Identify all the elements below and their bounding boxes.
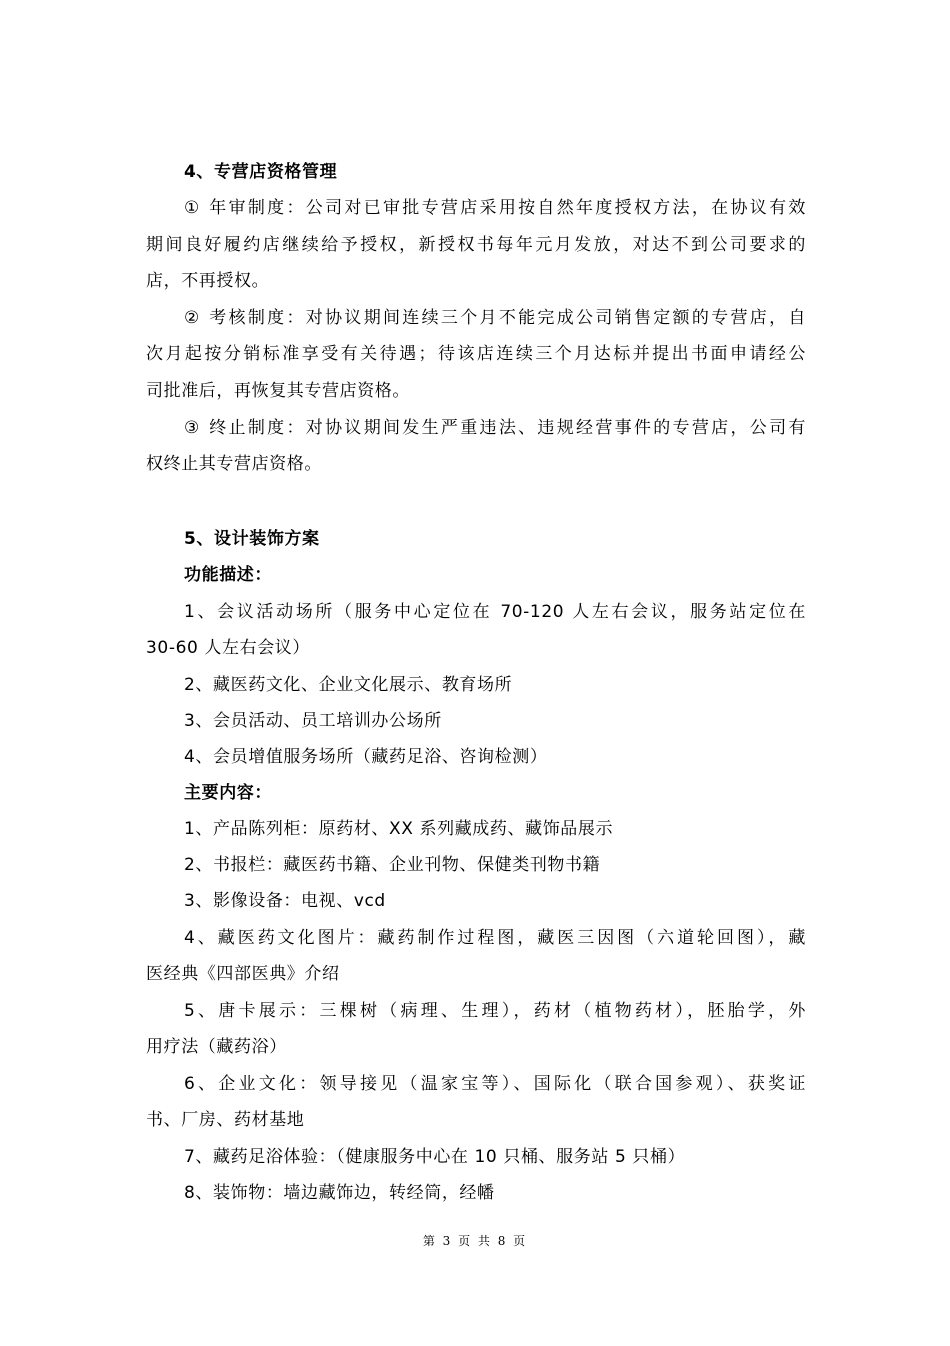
content-item-7: 7、藏药足浴体验：（健康服务中心在 10 只桶、服务站 5 只桶） — [184, 1147, 686, 1167]
paragraph-termination-line-2: 权终止其专营店资格。 — [146, 454, 322, 474]
paragraph-assessment-line-3: 司批准后，再恢复其专营店资格。 — [146, 381, 410, 401]
content-item-6-line-1: 6、企业文化：领导接见（温家宝等）、国际化（联合国参观）、获奖证 — [184, 1074, 806, 1094]
main-content-heading: 主要内容： — [184, 783, 272, 803]
content-item-5-line-1: 5、唐卡展示：三棵树（病理、生理），药材（植物药材），胚胎学，外 — [184, 1001, 806, 1021]
section-5-heading: 5、设计装饰方案 — [184, 529, 320, 549]
page-number-footer: 第 3 页 共 8 页 — [422, 1234, 528, 1248]
content-item-4-line-2: 医经典《四部医典》介绍 — [146, 964, 340, 984]
content-item-6-line-2: 书、厂房、药材基地 — [146, 1110, 305, 1130]
content-item-4-line-1: 4、藏医药文化图片：藏药制作过程图，藏医三因图（六道轮回图），藏 — [184, 928, 806, 948]
function-item-1-line-1: 1、会议活动场所（服务中心定位在 70-120 人左右会议，服务站定位在 — [184, 602, 806, 622]
function-item-3: 3、会员活动、员工培训办公场所 — [184, 711, 442, 731]
paragraph-annual-review-line-3: 店，不再授权。 — [146, 271, 270, 291]
paragraph-annual-review-line-2: 期间良好履约店继续给予授权，新授权书每年元月发放，对达不到公司要求的 — [146, 235, 806, 255]
paragraph-termination-line-1: ③ 终止制度：对协议期间发生严重违法、违规经营事件的专营店，公司有 — [184, 418, 806, 438]
function-item-4: 4、会员增值服务场所（藏药足浴、咨询检测） — [184, 747, 548, 767]
function-item-2: 2、藏医药文化、企业文化展示、教育场所 — [184, 675, 513, 695]
content-item-5-line-2: 用疗法（藏药浴） — [146, 1037, 287, 1057]
content-item-1: 1、产品陈列柜：原药材、XX 系列藏成药、藏饰品展示 — [184, 819, 614, 839]
content-item-2: 2、书报栏：藏医药书籍、企业刊物、保健类刊物书籍 — [184, 855, 601, 875]
function-description-heading: 功能描述： — [184, 565, 272, 585]
function-item-1-line-2: 30-60 人左右会议） — [146, 638, 311, 658]
paragraph-assessment-line-1: ② 考核制度：对协议期间连续三个月不能完成公司销售定额的专营店，自 — [184, 308, 806, 328]
paragraph-assessment-line-2: 次月起按分销标准享受有关待遇；待该店连续三个月达标并提出书面申请经公 — [146, 344, 806, 364]
content-item-3: 3、影像设备：电视、vcd — [184, 891, 386, 911]
content-item-8: 8、装饰物：墙边藏饰边，转经筒，经幡 — [184, 1183, 495, 1203]
paragraph-annual-review-line-1: ① 年审制度：公司对已审批专营店采用按自然年度授权方法，在协议有效 — [184, 198, 806, 218]
section-4-heading: 4、专营店资格管理 — [184, 162, 338, 182]
